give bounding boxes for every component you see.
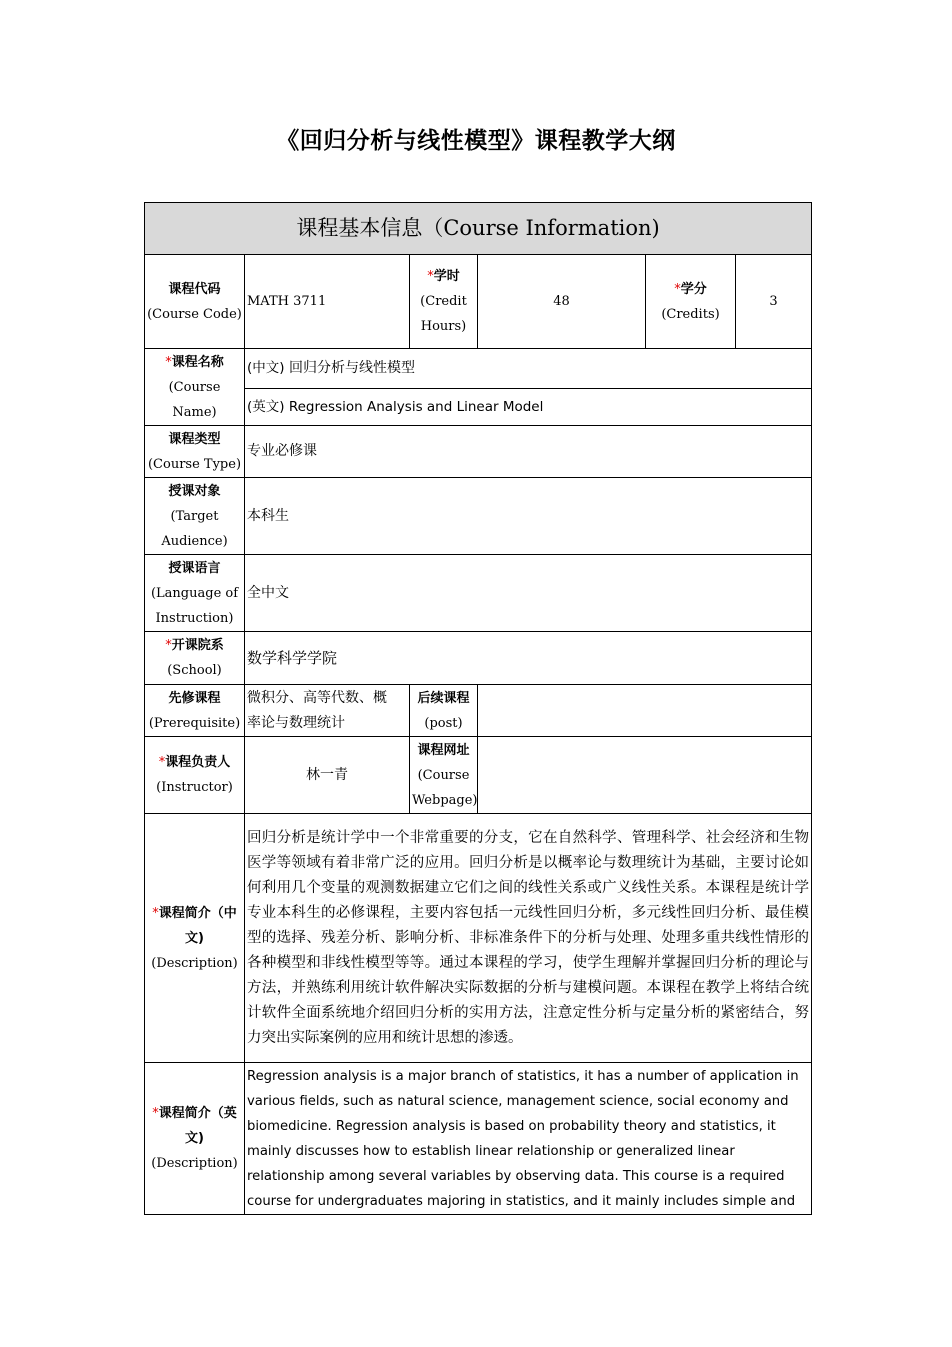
prerequisite-label-en: (Prerequisite) xyxy=(148,715,241,731)
instructor-label xyxy=(145,737,245,814)
section-header xyxy=(145,203,812,255)
course-code-value: MATH 3711 xyxy=(245,255,410,349)
language-label xyxy=(145,555,245,632)
course-name-cn-prefix: (中文) xyxy=(247,360,285,376)
language-label-en-2: Instruction) xyxy=(155,610,234,626)
document-title: 《回归分析与线性模型》课程教学大纲 xyxy=(276,128,676,154)
course-name-label-en-2: Name) xyxy=(172,404,217,420)
school-label xyxy=(145,632,245,685)
section-header-en: （Course Information) xyxy=(422,216,660,240)
course-name-cn-value xyxy=(245,349,812,389)
language-value: 全中文 xyxy=(245,555,812,632)
post-course-label xyxy=(410,685,478,737)
language-label-en-1: (Language of xyxy=(150,585,239,601)
credits-label-en: (Credits) xyxy=(661,306,720,322)
course-type-label xyxy=(145,426,245,478)
course-type-label-en: (Course Type) xyxy=(147,456,242,472)
school-label-en: (School) xyxy=(167,663,222,678)
course-type-label-cn: 课程类型 xyxy=(168,431,221,447)
required-mark: * xyxy=(158,755,166,770)
post-course-label-en: (post) xyxy=(424,715,463,731)
credits-label-cn: 学分 xyxy=(680,281,707,297)
required-mark: * xyxy=(165,638,172,653)
course-name-en-prefix: (英文) xyxy=(247,398,285,415)
language-label-cn: 授课语言 xyxy=(168,560,221,576)
description-cn-value: 回归分析是统计学中一个非常重要的分支，它在自然科学、管理科学、社会经济和生物医学等领域有着非常广泛的应用。回归分析是以概率论与数理统计为基础，主要讨论如何利用几个变量的观测数据建立它们之间的线性关系或广义线性关系。本课程是统计学专业本科生的必修课程，主要内容包括一元线性回归分析，多元线性回归分析、最佳模型的选择、残差分析、影响分析、非标准条件下的分析与处理、处理多重共线性情形的各种模型和非线性模型等等。通过本课程的学习，使学生理解并掌握回归分析的理论与方法，并熟练利用统计软件解决实际数据的分析与建模问题。本课程在教学上将结合统计软件全面系统地介绍回归分析的实用方法，注意定性分析与定量分析的紧密结合，努力突出实际案例的应用和统计思想的渗透。 xyxy=(245,814,812,1063)
post-course-label-cn: 后续课程 xyxy=(417,690,470,706)
description-en-label xyxy=(145,1063,245,1215)
required-mark: * xyxy=(674,281,681,297)
prerequisite-value xyxy=(245,685,410,737)
audience-label-en-2: Audience) xyxy=(161,533,228,549)
course-type-value: 专业必修课 xyxy=(245,426,812,478)
audience-label xyxy=(145,478,245,555)
course-name-label-en-1: (Course xyxy=(168,379,221,395)
course-code-label-en: (Course Code) xyxy=(147,306,242,322)
course-name-label xyxy=(145,349,245,426)
post-course-value xyxy=(478,685,812,737)
course-code-label-cn: 课程代码 xyxy=(168,281,221,297)
hours-label-en-2: Hours) xyxy=(420,319,467,334)
audience-value: 本科生 xyxy=(245,478,812,555)
hours-label-en-1: (Credit xyxy=(420,294,467,309)
instructor-value: 林一青 xyxy=(245,737,410,814)
instructor-label-cn: 课程负责人 xyxy=(165,755,231,770)
course-code-label xyxy=(145,255,245,349)
description-en-label-cn-1: 课程简介（英 xyxy=(158,1106,237,1121)
credits-value: 3 xyxy=(736,255,812,349)
course-name-en-text: Regression Analysis and Linear Model xyxy=(288,398,544,415)
prerequisite-value-line-1: 微积分、高等代数、概 xyxy=(247,689,387,706)
webpage-label xyxy=(410,737,478,814)
webpage-label-en-1: (Course xyxy=(417,767,470,783)
audience-label-en-1: (Target xyxy=(170,508,219,524)
school-label-cn: 开课院系 xyxy=(171,638,224,653)
prerequisite-value-line-2: 率论与数理统计 xyxy=(247,714,345,731)
hours-label-cn: 学时 xyxy=(433,269,460,284)
description-cn-label-cn-1: 课程简介（中 xyxy=(158,905,237,921)
audience-label-cn: 授课对象 xyxy=(168,483,221,499)
required-mark: * xyxy=(165,354,172,370)
school-value: 数学科学学院 xyxy=(245,632,812,685)
description-en-label-cn-2: 文) xyxy=(185,1131,204,1146)
instructor-label-en: (Instructor) xyxy=(156,780,233,795)
credits-label xyxy=(646,255,736,349)
course-name-cn-text: 回归分析与线性模型 xyxy=(289,360,415,376)
required-mark: * xyxy=(152,1106,159,1121)
prerequisite-label xyxy=(145,685,245,737)
description-cn-label-en: (Description) xyxy=(151,955,238,971)
description-en-value: Regression analysis is a major branch of statistics, it has a number of application in various fields, such as natural science, management science, social economy and biomedicine. Regression analysis is based on probability theory and statistics, it mainly discusses how to establish linear relationship or generalized linear relationship among several variables by observing data. This course is a required course for undergraduates majoring in statistics, and it mainly includes simple and xyxy=(245,1063,812,1215)
hours-label xyxy=(410,255,478,349)
course-name-en-value xyxy=(245,389,812,426)
section-header-cn: 课程基本信息 xyxy=(296,216,423,240)
webpage-label-cn: 课程网址 xyxy=(417,742,470,758)
required-mark: * xyxy=(152,905,159,921)
description-cn-label xyxy=(145,814,245,1063)
description-en-label-en: (Description) xyxy=(151,1156,238,1171)
course-info-table xyxy=(144,202,812,1215)
webpage-label-en-2: Webpage) xyxy=(412,792,478,808)
required-mark: * xyxy=(427,269,434,284)
hours-value: 48 xyxy=(478,255,646,349)
prerequisite-label-cn: 先修课程 xyxy=(168,690,221,706)
description-cn-label-cn-2: 文) xyxy=(185,930,204,946)
webpage-value xyxy=(478,737,812,814)
course-name-label-cn: 课程名称 xyxy=(171,354,224,370)
